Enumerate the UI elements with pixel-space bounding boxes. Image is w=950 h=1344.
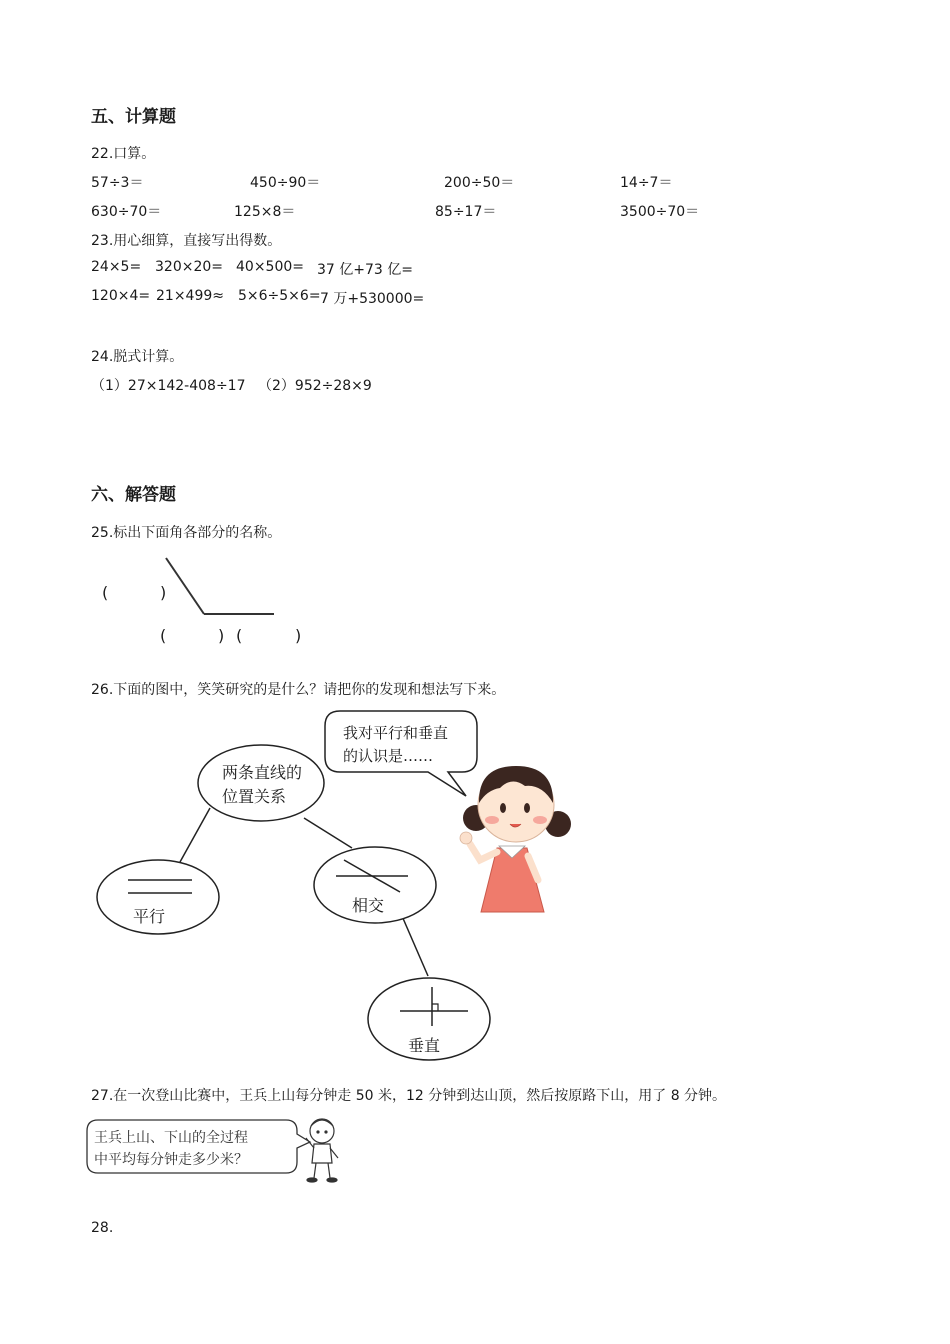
angle-bracket: ) xyxy=(295,626,302,645)
q23-item: 120×4= xyxy=(91,288,151,304)
parallel-label: 平行 xyxy=(133,907,166,926)
q22-item: 125×8＝ xyxy=(234,204,296,220)
boy-speech-text: 王兵上山、下山的全过程 xyxy=(94,1130,248,1146)
question-22-label: 22.口算。 xyxy=(91,146,156,162)
angle-bracket: ) xyxy=(218,626,225,645)
q24-item: （2）952÷28×9 xyxy=(258,378,372,394)
section-title-calculation: 五、计算题 xyxy=(91,107,176,127)
question-28-label: 28. xyxy=(91,1220,114,1236)
boy-figure xyxy=(306,1119,338,1182)
q23-item: 37 亿+73 亿= xyxy=(317,262,413,278)
question-25-label: 25.标出下面角各部分的名称。 xyxy=(91,525,282,541)
center-node-text: 位置关系 xyxy=(222,787,287,806)
q22-item: 3500÷70＝ xyxy=(620,204,700,220)
angle-bracket: ( xyxy=(236,626,243,645)
q24-item: （1）27×142-408÷17 xyxy=(91,378,246,394)
q23-item: 5×6÷5×6= xyxy=(238,288,321,304)
q23-item: 320×20= xyxy=(155,259,223,275)
q23-item: 24×5= xyxy=(91,259,142,275)
q22-item: 14÷7＝ xyxy=(620,175,673,191)
q22-item: 85÷17＝ xyxy=(435,204,497,220)
angle-bracket: ( xyxy=(160,626,167,645)
q22-item: 200÷50＝ xyxy=(444,175,515,191)
q23-item: 40×500= xyxy=(236,259,304,275)
perpendicular-label: 垂直 xyxy=(408,1036,441,1055)
center-node-text: 两条直线的 xyxy=(222,763,303,782)
question-23-label: 23.用心细算，直接写出得数。 xyxy=(91,233,282,249)
q22-item: 630÷70＝ xyxy=(91,204,162,220)
question-27-label: 27.在一次登山比赛中，王兵上山每分钟走 50 米，12 分钟到达山顶，然后按原路下山，用了 8 分钟。 xyxy=(91,1088,727,1104)
question-24-label: 24.脱式计算。 xyxy=(91,349,184,365)
q22-item: 57÷3＝ xyxy=(91,175,144,191)
girl-speech-text: 我对平行和垂直 xyxy=(343,724,449,742)
boy-speech-text: 中平均每分钟走多少米？ xyxy=(94,1152,248,1168)
angle-bracket: ) xyxy=(160,583,167,602)
question-26-label: 26.下面的图中，笑笑研究的是什么？请把你的发现和想法写下来。 xyxy=(91,682,506,698)
section-title-word-problems: 六、解答题 xyxy=(91,485,176,505)
girl-speech-text: 的认识是…… xyxy=(343,747,434,765)
q23-item: 21×499≈ xyxy=(156,288,224,304)
q22-item: 450÷90＝ xyxy=(250,175,321,191)
intersect-label: 相交 xyxy=(352,896,385,915)
angle-bracket: ( xyxy=(102,583,109,602)
q23-item: 7 万+530000= xyxy=(320,291,425,307)
